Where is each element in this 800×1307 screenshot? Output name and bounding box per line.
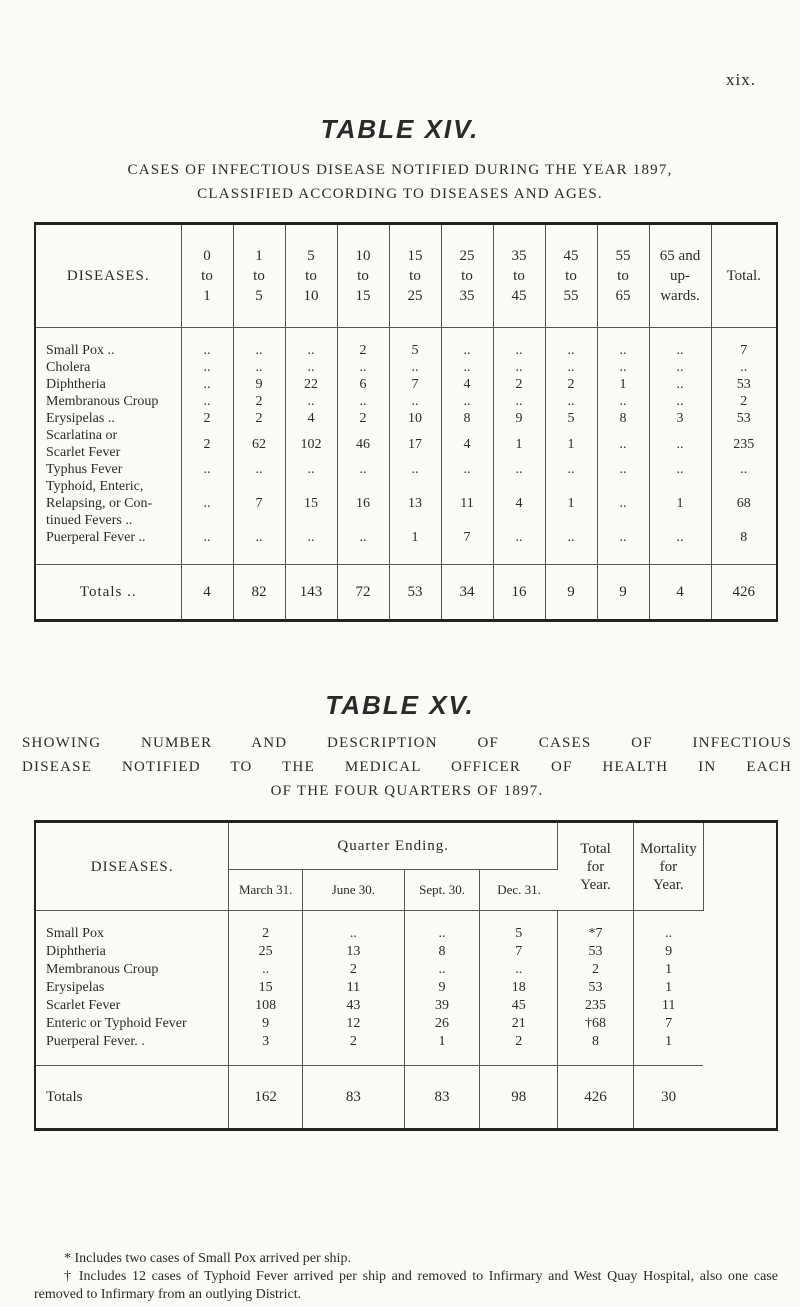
table-row xyxy=(35,461,777,478)
table-cell: .. xyxy=(545,393,597,410)
table-cell: 5 xyxy=(480,925,558,943)
table-cell: .. xyxy=(649,342,711,359)
totals-row xyxy=(35,1066,777,1130)
table-cell: 13 xyxy=(389,478,441,529)
totals-label: Totals .. xyxy=(35,565,181,621)
quarter-header: Sept. 30. xyxy=(404,870,480,911)
table-cell: 8 xyxy=(558,1033,634,1051)
table-cell: .. xyxy=(404,961,480,979)
table-cell: 11 xyxy=(303,979,405,997)
table-cell: 2 xyxy=(493,376,545,393)
table-cell: .. xyxy=(545,342,597,359)
table-cell: 7 xyxy=(441,529,493,546)
table-cell: 10 xyxy=(389,410,441,427)
table-cell: .. xyxy=(545,461,597,478)
table-cell: 8 xyxy=(441,410,493,427)
table-cell: 1 xyxy=(597,376,649,393)
table-cell: .. xyxy=(181,478,233,529)
table-15-caption-line: DISEASE NOTIFIED TO THE MEDICAL OFFICER OF HEALTH IN EACH xyxy=(22,759,792,775)
table-cell: .. xyxy=(649,359,711,376)
table-cell: 2 xyxy=(303,1033,405,1051)
age-header: 55 to 65 xyxy=(597,224,649,328)
disease-name: Enteric or Typhoid Fever xyxy=(35,1015,229,1033)
table-row xyxy=(35,427,777,461)
table-cell: .. xyxy=(740,360,748,375)
table-cell: 2 xyxy=(337,410,389,427)
table-cell: 12 xyxy=(303,1015,405,1033)
age-header: 1 to 5 xyxy=(233,224,285,328)
table-cell: 11 xyxy=(661,998,676,1013)
table-cell: 1 xyxy=(649,478,711,529)
table-cell: 1 xyxy=(545,478,597,529)
table-cell: 4 xyxy=(441,376,493,393)
table-cell: .. xyxy=(389,461,441,478)
table-cell: .. xyxy=(545,529,597,546)
table-cell: .. xyxy=(285,342,337,359)
table-cell: 7 xyxy=(665,1016,673,1031)
total-cell: 53 xyxy=(389,565,441,621)
footnotes xyxy=(34,1250,778,1304)
total-cell: 143 xyxy=(285,565,337,621)
table-cell: 11 xyxy=(441,478,493,529)
table-cell: .. xyxy=(337,529,389,546)
table-row xyxy=(35,529,777,546)
table-cell: 2 xyxy=(558,961,634,979)
mortality-header: Mortality for Year. xyxy=(633,822,703,911)
disease-name: Diphtheria xyxy=(35,943,229,961)
table-cell: .. xyxy=(337,359,389,376)
disease-name: Scarlatina or Scarlet Fever xyxy=(35,427,181,461)
table-cell: 13 xyxy=(303,943,405,961)
table-14-title: TABLE XIV. xyxy=(320,114,480,144)
table-cell: 7 xyxy=(389,376,441,393)
disease-name: Typhus Fever xyxy=(35,461,181,478)
table-cell: 1 xyxy=(389,529,441,546)
table-cell: 22 xyxy=(285,376,337,393)
total-for-year-header: Total for Year. xyxy=(558,822,634,911)
total-cell: 83 xyxy=(303,1066,405,1130)
table-cell: 15 xyxy=(229,979,303,997)
table-cell: .. xyxy=(181,359,233,376)
total-cell: 82 xyxy=(233,565,285,621)
table-cell: 9 xyxy=(493,410,545,427)
table-cell: 8 xyxy=(597,410,649,427)
disease-name: Membranous Croup xyxy=(35,393,181,410)
table-cell: 6 xyxy=(337,376,389,393)
table-cell: 5 xyxy=(545,410,597,427)
table-cell: 68 xyxy=(736,496,751,511)
age-header: 15 to 25 xyxy=(389,224,441,328)
total-cell: 4 xyxy=(181,565,233,621)
table-cell: .. xyxy=(493,393,545,410)
diseases-header: DISEASES. xyxy=(35,822,229,911)
table-cell: 9 xyxy=(404,979,480,997)
table-cell: 2 xyxy=(233,393,285,410)
table-cell: 9 xyxy=(233,376,285,393)
age-header: 10 to 15 xyxy=(337,224,389,328)
table-cell: 1 xyxy=(665,980,673,995)
table-15-header-row xyxy=(35,822,777,870)
table-14-caption-line: CASES OF INFECTIOUS DISEASE NOTIFIED DURING THE YEAR 1897, xyxy=(127,162,673,178)
table-cell: 39 xyxy=(404,997,480,1015)
age-header: 45 to 55 xyxy=(545,224,597,328)
table-cell: .. xyxy=(285,359,337,376)
table-cell: .. xyxy=(389,359,441,376)
table-cell: .. xyxy=(493,529,545,546)
table-cell: 7 xyxy=(740,343,748,358)
disease-name: Small Pox xyxy=(35,925,229,943)
disease-name: Typhoid, Enteric, Relapsing, or Con- tinued Fevers .. xyxy=(35,478,181,529)
table-cell: 43 xyxy=(303,997,405,1015)
table-cell: .. xyxy=(181,529,233,546)
table-cell: 9 xyxy=(665,944,673,959)
total-cell: 72 xyxy=(337,565,389,621)
page-number: xix. xyxy=(726,70,756,89)
table-cell: 1 xyxy=(665,962,673,977)
table-cell: .. xyxy=(285,393,337,410)
disease-name: Diphtheria xyxy=(35,376,181,393)
table-row xyxy=(35,925,777,943)
total-cell: 30 xyxy=(633,1066,703,1130)
total-cell: 83 xyxy=(404,1066,480,1130)
disease-name: Erysipelas xyxy=(35,979,229,997)
table-cell: .. xyxy=(493,359,545,376)
table-cell: 46 xyxy=(337,427,389,461)
table-row xyxy=(35,961,777,979)
total-header: Total. xyxy=(711,224,777,328)
table-15 xyxy=(34,820,778,1131)
table-cell: .. xyxy=(493,461,545,478)
table-cell: .. xyxy=(233,461,285,478)
table-cell: 3 xyxy=(649,410,711,427)
table-cell: .. xyxy=(597,529,649,546)
table-cell: 2 xyxy=(229,925,303,943)
disease-name: Small Pox .. xyxy=(35,342,181,359)
total-cell: 34 xyxy=(441,565,493,621)
table-cell: 2 xyxy=(181,410,233,427)
table-14 xyxy=(34,222,778,622)
table-cell: .. xyxy=(649,529,711,546)
table-cell: 235 xyxy=(733,436,755,452)
table-row xyxy=(35,393,777,410)
disease-name: Membranous Croup xyxy=(35,961,229,979)
table-cell: 1 xyxy=(404,1033,480,1051)
table-cell: .. xyxy=(740,462,748,477)
table-cell: .. xyxy=(441,393,493,410)
table-15-caption-line: SHOWING NUMBER AND DESCRIPTION OF CASES OF INFECTIOUS xyxy=(22,735,792,751)
table-cell: 2 xyxy=(740,394,748,409)
total-cell: 9 xyxy=(597,565,649,621)
table-cell: 1 xyxy=(545,427,597,461)
table-15-title: TABLE XV. xyxy=(325,690,475,720)
age-header: 0 to 1 xyxy=(181,224,233,328)
table-cell: 7 xyxy=(233,478,285,529)
table-cell: 53 xyxy=(558,979,634,997)
total-cell: 16 xyxy=(493,565,545,621)
table-cell: .. xyxy=(480,961,558,979)
table-14-header-row xyxy=(35,224,777,328)
table-cell: 18 xyxy=(480,979,558,997)
age-header: 25 to 35 xyxy=(441,224,493,328)
table-cell: 1 xyxy=(493,427,545,461)
table-row xyxy=(35,1015,777,1033)
table-cell: .. xyxy=(597,461,649,478)
table-cell: †68 xyxy=(558,1015,634,1033)
table-cell: .. xyxy=(597,427,649,461)
age-header: 65 and up- wards. xyxy=(649,224,711,328)
table-cell: .. xyxy=(181,376,233,393)
table-cell: 17 xyxy=(389,427,441,461)
footnote-small-pox: * Includes two cases of Small Pox arrived per ship. xyxy=(64,1251,351,1266)
table-cell: .. xyxy=(665,926,673,941)
table-cell: .. xyxy=(441,342,493,359)
table-row xyxy=(35,376,777,393)
table-cell: 4 xyxy=(493,478,545,529)
total-cell: 162 xyxy=(229,1066,303,1130)
table-15-caption-line: OF THE FOUR QUARTERS OF 1897. xyxy=(270,783,544,799)
table-cell: .. xyxy=(649,393,711,410)
table-cell: 15 xyxy=(285,478,337,529)
table-cell: .. xyxy=(649,461,711,478)
table-cell: .. xyxy=(597,393,649,410)
disease-name: Erysipelas .. xyxy=(35,410,181,427)
table-cell: 1 xyxy=(665,1034,673,1049)
table-cell: 4 xyxy=(285,410,337,427)
total-cell: 9 xyxy=(545,565,597,621)
table-row xyxy=(35,342,777,359)
table-cell: .. xyxy=(649,427,711,461)
table-cell: 4 xyxy=(441,427,493,461)
quarter-header: Dec. 31. xyxy=(480,870,558,911)
table-cell: 7 xyxy=(480,943,558,961)
table-cell: .. xyxy=(181,461,233,478)
footnote-typhoid: † Includes 12 cases of Typhoid Fever arrived per ship and removed to Infirmary and West Quay Hospital, also one case removed to Infirmary from an outlying District. xyxy=(34,1269,778,1302)
table-cell: 9 xyxy=(229,1015,303,1033)
table-cell: .. xyxy=(233,359,285,376)
table-cell: .. xyxy=(649,376,711,393)
table-cell: .. xyxy=(545,359,597,376)
table-cell: 45 xyxy=(480,997,558,1015)
table-cell: 8 xyxy=(740,530,748,545)
table-cell: 235 xyxy=(558,997,634,1015)
table-14-caption-line: CLASSIFIED ACCORDING TO DISEASES AND AGES. xyxy=(197,186,603,202)
table-cell: .. xyxy=(389,393,441,410)
disease-name: Scarlet Fever xyxy=(35,997,229,1015)
table-cell: 2 xyxy=(337,342,389,359)
table-cell: .. xyxy=(233,342,285,359)
table-cell: 53 xyxy=(736,411,751,426)
table-row xyxy=(35,979,777,997)
age-header: 35 to 45 xyxy=(493,224,545,328)
quarter-ending-header: Quarter Ending. xyxy=(229,822,558,870)
table-cell: .. xyxy=(441,461,493,478)
table-cell: 3 xyxy=(229,1033,303,1051)
table-row xyxy=(35,943,777,961)
disease-name: Puerperal Fever. . xyxy=(35,1033,229,1051)
totals-row xyxy=(35,565,777,621)
table-cell: 2 xyxy=(233,410,285,427)
table-cell: .. xyxy=(303,925,405,943)
table-cell: 2 xyxy=(303,961,405,979)
table-cell: 108 xyxy=(229,997,303,1015)
table-15-caption xyxy=(22,731,792,803)
table-cell: 102 xyxy=(285,427,337,461)
table-cell: 21 xyxy=(480,1015,558,1033)
table-row xyxy=(35,478,777,529)
total-cell: 98 xyxy=(480,1066,558,1130)
table-row xyxy=(35,997,777,1015)
table-15-body xyxy=(35,911,777,1130)
table-cell: .. xyxy=(441,359,493,376)
table-14-body xyxy=(35,328,777,621)
total-cell: 426 xyxy=(558,1066,634,1130)
table-cell: 53 xyxy=(558,943,634,961)
table-cell: .. xyxy=(597,359,649,376)
quarter-header: March 31. xyxy=(229,870,303,911)
table-cell: .. xyxy=(181,393,233,410)
table-cell: .. xyxy=(285,461,337,478)
table-cell: 26 xyxy=(404,1015,480,1033)
table-cell: 2 xyxy=(181,427,233,461)
table-14-caption xyxy=(10,158,790,206)
diseases-header: DISEASES. xyxy=(35,224,181,328)
table-cell: .. xyxy=(229,961,303,979)
table-cell: 53 xyxy=(736,377,751,392)
table-cell: .. xyxy=(597,342,649,359)
table-cell: .. xyxy=(181,342,233,359)
table-row xyxy=(35,359,777,376)
table-cell: .. xyxy=(404,925,480,943)
table-cell: 16 xyxy=(337,478,389,529)
table-cell: .. xyxy=(597,478,649,529)
table-cell: .. xyxy=(233,529,285,546)
age-header: 5 to 10 xyxy=(285,224,337,328)
table-cell: 25 xyxy=(229,943,303,961)
table-cell: .. xyxy=(285,529,337,546)
total-cell: 4 xyxy=(649,565,711,621)
totals-label: Totals xyxy=(35,1066,229,1130)
table-cell: 8 xyxy=(404,943,480,961)
table-cell: 62 xyxy=(233,427,285,461)
table-cell: .. xyxy=(337,393,389,410)
table-cell: .. xyxy=(337,461,389,478)
table-row xyxy=(35,1033,777,1051)
total-cell: 426 xyxy=(711,565,777,621)
table-cell: .. xyxy=(493,342,545,359)
table-cell: *7 xyxy=(558,925,634,943)
table-cell: 5 xyxy=(389,342,441,359)
table-cell: 2 xyxy=(480,1033,558,1051)
disease-name: Cholera xyxy=(35,359,181,376)
quarter-header: June 30. xyxy=(303,870,405,911)
table-cell: 2 xyxy=(545,376,597,393)
disease-name: Puerperal Fever .. xyxy=(35,529,181,546)
table-row xyxy=(35,410,777,427)
